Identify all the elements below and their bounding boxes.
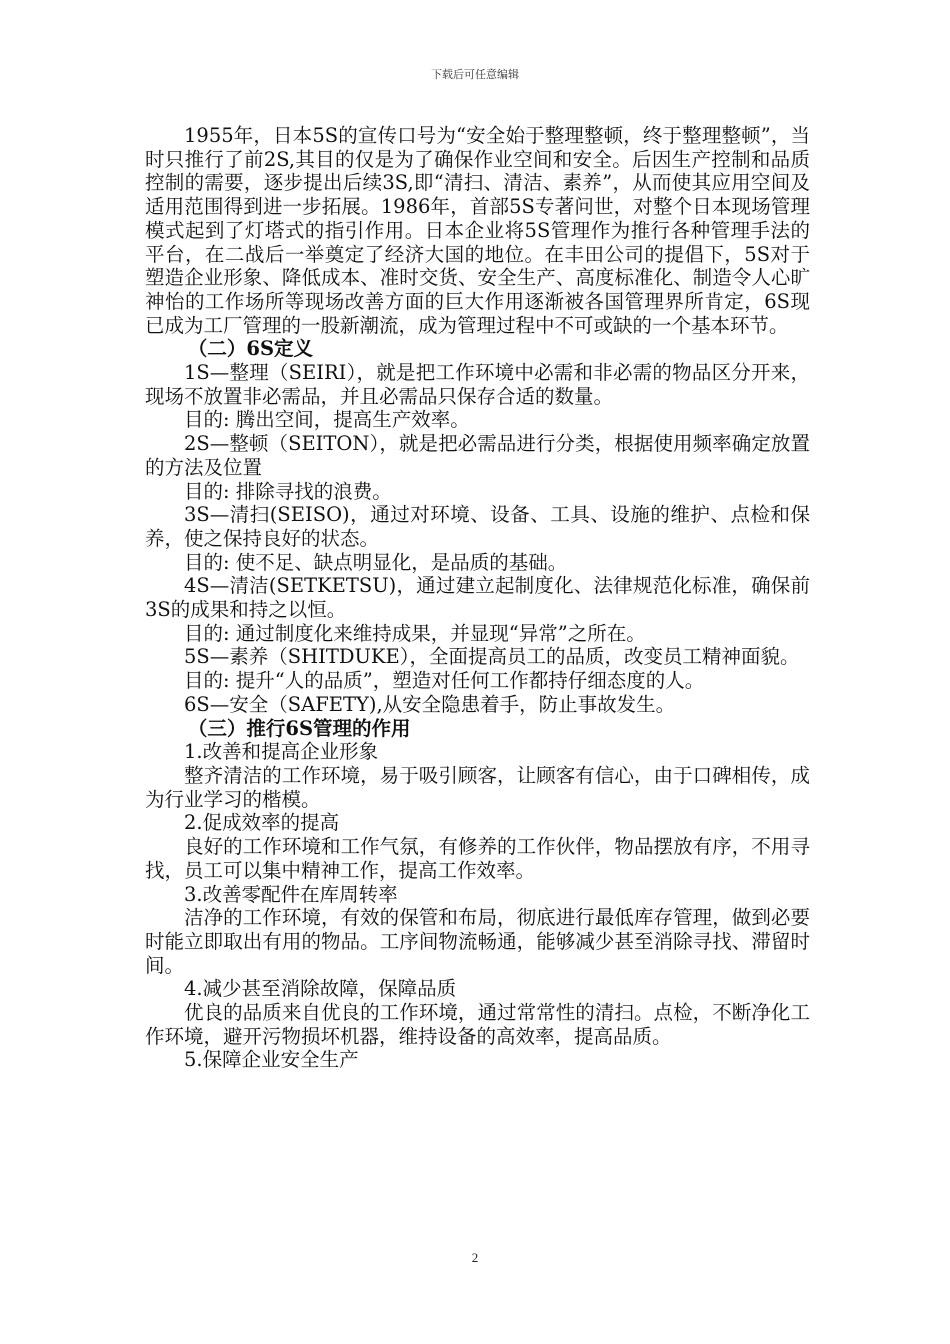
paragraph: 目的: 通过制度化来维持成果，并显现“异常”之所在。: [184, 621, 646, 645]
paragraph: 5.保障企业安全生产: [184, 1048, 359, 1072]
paragraph: 2.促成效率的提高: [184, 811, 340, 835]
paragraph: 4.减少甚至消除故障，保障品质: [184, 977, 457, 1001]
section-heading: （二）6S定义: [187, 337, 314, 361]
paragraph: 目的: 使不足、缺点明显化，是品质的基础。: [184, 550, 568, 574]
page-header: 下载后可任意编辑: [431, 68, 519, 81]
paragraph: 1S—整理（SEIRI），就是把工作环境中必需和非必需的物品区分开来，现场不放置非必需品，并且必需品只保存合适的数量。: [145, 361, 810, 408]
document-body: [145, 124, 810, 1072]
paragraph: 5S—素养（SHITDUKE），全面提高员工的品质，改变员工精神面貌。: [184, 645, 800, 669]
paragraph: 6S—安全（SAFETY),从安全隐患着手，防止事故发生。: [184, 692, 676, 716]
paragraph: 3.改善零配件在库周转率: [184, 882, 398, 906]
paragraph: 优良的品质来自优良的工作环境，通过常常性的清扫。点检，不断净化工作环境，避开污物损坏机器，维持设备的高效率，提高品质。: [145, 1001, 810, 1048]
paragraph: 目的: 排除寻找的浪费。: [184, 479, 392, 503]
paragraph: 2S—整顿（SEITON），就是把必需品进行分类，根据使用频率确定放置的方法及位置: [145, 432, 810, 479]
paragraph: 3S—清扫(SEISO)，通过对环境、设备、工具、设施的维护、点检和保养，使之保持良好的状态。: [145, 503, 810, 550]
page-number: 2: [471, 1250, 479, 1265]
paragraph: 目的: 腾出空间，提高生产效率。: [184, 408, 470, 432]
paragraph: 4S—清洁(SETKETSU)，通过建立起制度化、法律规范化标准，确保前3S的成果和持之以恒。: [145, 574, 810, 622]
paragraph: 1955年，日本5S的宣传口号为“安全始于整理整顿，终于整理整顿”，当时只推行了前2S,其目的仅是为了确保作业空间和安全。后因生产控制和品质控制的需要，逐步提出后续3S,即“清扫、清洁、素养”，从而使其应用空间及适用范围得到进一步拓展。1986年，首部5S专著问世，对整个日本现场管理模式起到了灯塔式的指引作用。日本企业将5S管理作为推行各种管理手法的平台，在二战后一举奠定了经济大国的地位。在丰田公司的提倡下，5S对于塑造企业形象、降低成本、准时交货、安全生产、高度标准化、制造令人心旷神怡的工作场所等现场改善方面的巨大作用逐渐被各国管理界所肯定，6S现已成为工厂管理的一股新潮流，成为管理过程中不可或缺的一个基本环节。: [145, 124, 810, 337]
section-heading: （三）推行6S管理的作用: [187, 716, 411, 740]
paragraph: 1.改善和提高企业形象: [184, 740, 379, 764]
paragraph: 整齐清洁的工作环境，易于吸引顾客，让顾客有信心，由于口碑相传，成为行业学习的楷模。: [145, 763, 810, 811]
paragraph: 良好的工作环境和工作气氛，有修养的工作伙伴，物品摆放有序，不用寻找，员工可以集中精神工作，提高工作效率。: [145, 835, 810, 882]
paragraph: 洁净的工作环境，有效的保管和布局，彻底进行最低库存管理，做到必要时能立即取出有用的物品。工序间物流畅通，能够减少甚至消除寻找、滞留时间。: [145, 906, 810, 977]
paragraph: 目的: 提升“人的品质”，塑造对任何工作都持仔细态度的人。: [184, 669, 705, 693]
